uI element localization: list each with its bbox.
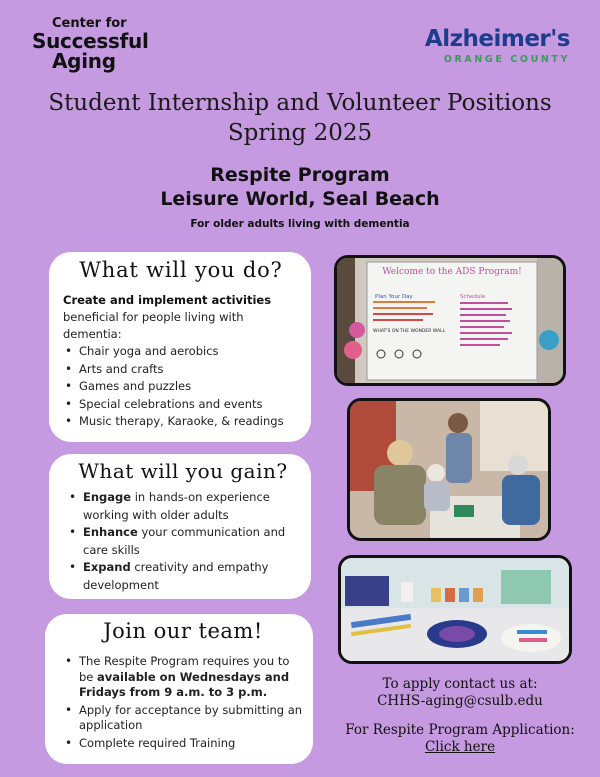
logo-left-line3: Aging xyxy=(52,49,116,73)
list-item: • Apply for acceptance by submitting an application xyxy=(63,703,303,734)
list-item xyxy=(67,524,299,559)
whiteboard-title: Welcome to the ADS Program! xyxy=(382,267,522,277)
activities-list xyxy=(63,343,299,431)
list-item: • Arts and crafts xyxy=(63,361,299,379)
list-item: • Games and puzzles xyxy=(63,378,299,396)
whiteboard-bottom: WHAT'S ON THE WONDER WALL xyxy=(373,329,446,334)
benefits-list xyxy=(67,489,299,594)
title-line1: Student Internship and Volunteer Positions xyxy=(48,90,552,116)
requirement-text: The Respite Program requires you to be xyxy=(79,654,290,684)
activities-lead-rest: beneficial for people living with dementia: xyxy=(63,310,244,341)
activities-lead-bold: Create and implement activities xyxy=(63,293,272,307)
what-will-you-do-heading: What will you do? xyxy=(79,258,283,282)
contact-label: To apply contact us at: xyxy=(382,676,538,692)
art-supplies-illustration xyxy=(341,558,569,661)
join-our-team-card xyxy=(45,614,313,764)
center-for-successful-aging-logo xyxy=(32,17,162,71)
logo-left-line2: Successful xyxy=(32,29,149,53)
alzheimers-orange-county-logo xyxy=(425,28,570,65)
page-title xyxy=(0,88,600,148)
application-link[interactable]: Click here xyxy=(424,739,496,755)
whiteboard-illustration xyxy=(337,258,563,383)
program-location: Leisure World, Seal Beach xyxy=(160,188,440,210)
art-supplies-photo xyxy=(338,555,572,664)
benefit-bold: Enhance xyxy=(83,525,138,539)
group-activity-photo xyxy=(347,398,551,541)
list-item xyxy=(67,559,299,594)
application-block xyxy=(330,722,590,756)
activities-lead xyxy=(63,292,299,343)
benefit-text: your communication and care skills xyxy=(83,525,286,557)
requirement-bold: available on Wednesdays and Fridays from 9 a.m. to 3 p.m. xyxy=(79,669,290,699)
application-label: For Respite Program Application: xyxy=(345,722,575,738)
group-activity-illustration xyxy=(350,401,548,538)
logo-right-line2: ORANGE COUNTY xyxy=(443,54,570,65)
program-name: Respite Program xyxy=(210,164,390,186)
list-item xyxy=(67,489,299,524)
benefit-text: in hands-on experience working with older adults xyxy=(83,490,270,522)
list-item: • Chair yoga and aerobics xyxy=(63,343,299,361)
join-our-team-heading: Join our team! xyxy=(103,619,263,643)
list-item: • Complete required Training xyxy=(63,736,303,752)
what-will-you-gain-heading: What will you gain? xyxy=(78,459,288,483)
whiteboard-left-head: Plan Your Day xyxy=(375,294,413,300)
what-will-you-do-card xyxy=(49,252,311,442)
logo-right-line1: Alzheimer's xyxy=(424,26,570,52)
whiteboard-right-head: Schedule xyxy=(460,294,486,300)
contact-block xyxy=(330,676,590,710)
requirements-list xyxy=(63,654,303,751)
title-line2: Spring 2025 xyxy=(227,120,373,146)
list-item xyxy=(63,654,303,701)
benefit-bold: Engage xyxy=(83,490,132,504)
what-will-you-gain-card xyxy=(49,454,311,599)
contact-email[interactable]: CHHS-aging@csulb.edu xyxy=(377,693,543,709)
benefit-bold: Expand xyxy=(83,560,131,574)
list-item: • Special celebrations and events xyxy=(63,396,299,414)
logo-left-line1: Center for xyxy=(52,16,127,31)
whiteboard-photo xyxy=(334,255,566,386)
benefit-text: creativity and empathy development xyxy=(83,560,269,592)
program-tagline: For older adults living with dementia xyxy=(190,218,410,230)
list-item: • Music therapy, Karaoke, & readings xyxy=(63,413,299,431)
program-heading xyxy=(0,163,600,211)
